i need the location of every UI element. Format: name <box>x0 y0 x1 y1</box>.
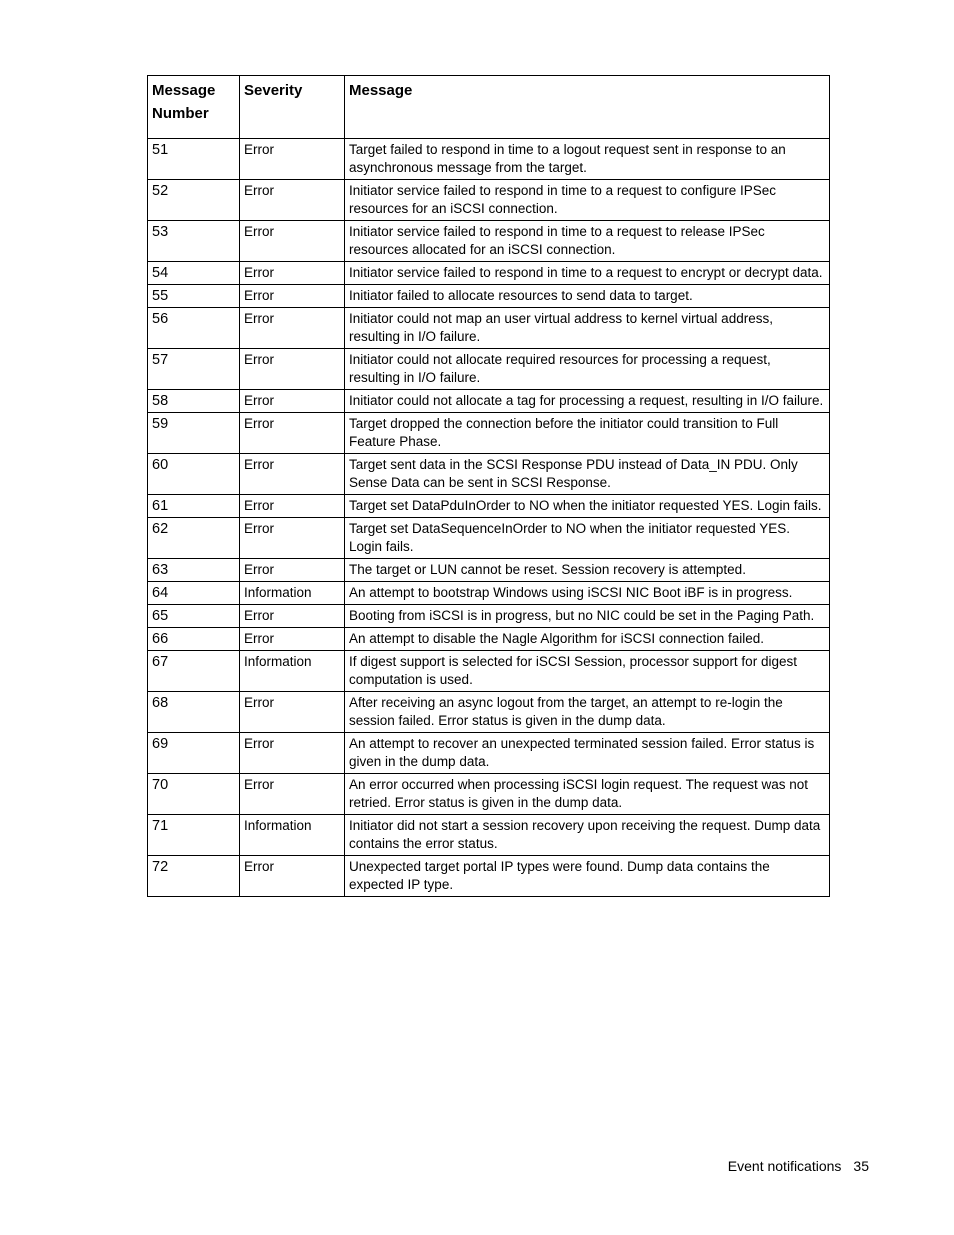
cell-message: An attempt to recover an unexpected terminated session failed. Error status is given in the dump data. <box>345 733 830 774</box>
cell-message-number: 61 <box>148 495 240 518</box>
cell-message: Target failed to respond in time to a logout request sent in response to an asynchronous message from the target. <box>345 139 830 180</box>
table-row <box>148 856 830 897</box>
cell-message: Initiator did not start a session recovery upon receiving the request. Dump data contains the error status. <box>345 815 830 856</box>
cell-message: Initiator failed to allocate resources to send data to target. <box>345 285 830 308</box>
table-row <box>148 180 830 221</box>
cell-message-number: 60 <box>148 454 240 495</box>
cell-severity: Error <box>240 262 345 285</box>
table-header-row <box>148 76 830 139</box>
cell-message-number: 56 <box>148 308 240 349</box>
cell-message-number: 52 <box>148 180 240 221</box>
cell-message: An error occurred when processing iSCSI login request. The request was not retried. Error status is given in the dump data. <box>345 774 830 815</box>
table-row <box>148 582 830 605</box>
table-row <box>148 262 830 285</box>
cell-severity: Error <box>240 495 345 518</box>
header-message-number-line1: Message <box>152 82 216 99</box>
cell-message-number: 62 <box>148 518 240 559</box>
cell-message-number: 63 <box>148 559 240 582</box>
cell-message-number: 64 <box>148 582 240 605</box>
table-row <box>148 692 830 733</box>
cell-severity: Information <box>240 815 345 856</box>
cell-severity: Information <box>240 582 345 605</box>
cell-message-number: 55 <box>148 285 240 308</box>
table-row <box>148 733 830 774</box>
cell-message-number: 69 <box>148 733 240 774</box>
table-row <box>148 139 830 180</box>
footer-section-title: Event notifications <box>727 1158 842 1174</box>
cell-message-number: 68 <box>148 692 240 733</box>
cell-severity: Error <box>240 856 345 897</box>
cell-message: Target set DataPduInOrder to NO when the initiator requested YES. Login fails. <box>345 495 830 518</box>
table-row <box>148 390 830 413</box>
cell-message: Unexpected target portal IP types were found. Dump data contains the expected IP type. <box>345 856 830 897</box>
table-row <box>148 285 830 308</box>
cell-message: Initiator could not map an user virtual address to kernel virtual address, resulting in I/O failure. <box>345 308 830 349</box>
table-row <box>148 454 830 495</box>
cell-message-number: 54 <box>148 262 240 285</box>
cell-message-number: 59 <box>148 413 240 454</box>
cell-message-number: 72 <box>148 856 240 897</box>
cell-message: Initiator service failed to respond in time to a request to encrypt or decrypt data. <box>345 262 830 285</box>
cell-message: Initiator could not allocate a tag for processing a request, resulting in I/O failure. <box>345 390 830 413</box>
cell-severity: Error <box>240 308 345 349</box>
cell-severity: Error <box>240 413 345 454</box>
table-row <box>148 559 830 582</box>
cell-message-number: 66 <box>148 628 240 651</box>
cell-severity: Error <box>240 692 345 733</box>
cell-message-number: 53 <box>148 221 240 262</box>
page-footer <box>728 1158 869 1174</box>
cell-severity: Information <box>240 651 345 692</box>
cell-severity: Error <box>240 454 345 495</box>
table-row <box>148 774 830 815</box>
cell-message: If digest support is selected for iSCSI Session, processor support for digest computation is used. <box>345 651 830 692</box>
header-severity: Severity <box>240 76 345 139</box>
cell-message: After receiving an async logout from the target, an attempt to re-login the session failed. Error status is given in the dump data. <box>345 692 830 733</box>
cell-message: Initiator could not allocate required resources for processing a request, resulting in I/O failure. <box>345 349 830 390</box>
cell-severity: Error <box>240 139 345 180</box>
cell-message-number: 58 <box>148 390 240 413</box>
header-message-number-line2: Number <box>152 105 209 122</box>
cell-message-number: 70 <box>148 774 240 815</box>
cell-message: Target set DataSequenceInOrder to NO when the initiator requested YES. Login fails. <box>345 518 830 559</box>
cell-message: Target dropped the connection before the initiator could transition to Full Feature Phase. <box>345 413 830 454</box>
cell-message-number: 57 <box>148 349 240 390</box>
cell-message: Initiator service failed to respond in time to a request to configure IPSec resources for an iSCSI connection. <box>345 180 830 221</box>
cell-message: Target sent data in the SCSI Response PDU instead of Data_IN PDU. Only Sense Data can be sent in SCSI Response. <box>345 454 830 495</box>
cell-severity: Error <box>240 180 345 221</box>
cell-message: Initiator service failed to respond in time to a request to release IPSec resources allocated for an iSCSI connection. <box>345 221 830 262</box>
cell-message: An attempt to bootstrap Windows using iSCSI NIC Boot iBF is in progress. <box>345 582 830 605</box>
event-message-table <box>147 75 830 897</box>
table-row <box>148 628 830 651</box>
cell-severity: Error <box>240 390 345 413</box>
cell-message-number: 67 <box>148 651 240 692</box>
cell-severity: Error <box>240 349 345 390</box>
header-message: Message <box>345 76 830 139</box>
cell-severity: Error <box>240 774 345 815</box>
table-row <box>148 605 830 628</box>
table-row <box>148 815 830 856</box>
header-message-number <box>148 76 240 139</box>
cell-severity: Error <box>240 733 345 774</box>
table-body <box>148 139 830 897</box>
cell-message-number: 51 <box>148 139 240 180</box>
cell-severity: Error <box>240 628 345 651</box>
cell-message: An attempt to disable the Nagle Algorithm for iSCSI connection failed. <box>345 628 830 651</box>
footer-page-number: 35 <box>853 1158 869 1174</box>
cell-message-number: 65 <box>148 605 240 628</box>
cell-severity: Error <box>240 221 345 262</box>
table-row <box>148 495 830 518</box>
table-row <box>148 221 830 262</box>
cell-severity: Error <box>240 518 345 559</box>
cell-message: The target or LUN cannot be reset. Session recovery is attempted. <box>345 559 830 582</box>
table-row <box>148 651 830 692</box>
cell-severity: Error <box>240 605 345 628</box>
cell-message-number: 71 <box>148 815 240 856</box>
cell-message: Booting from iSCSI is in progress, but no NIC could be set in the Paging Path. <box>345 605 830 628</box>
cell-severity: Error <box>240 559 345 582</box>
table-row <box>148 308 830 349</box>
cell-severity: Error <box>240 285 345 308</box>
table-row <box>148 518 830 559</box>
table-row <box>148 413 830 454</box>
table-row <box>148 349 830 390</box>
